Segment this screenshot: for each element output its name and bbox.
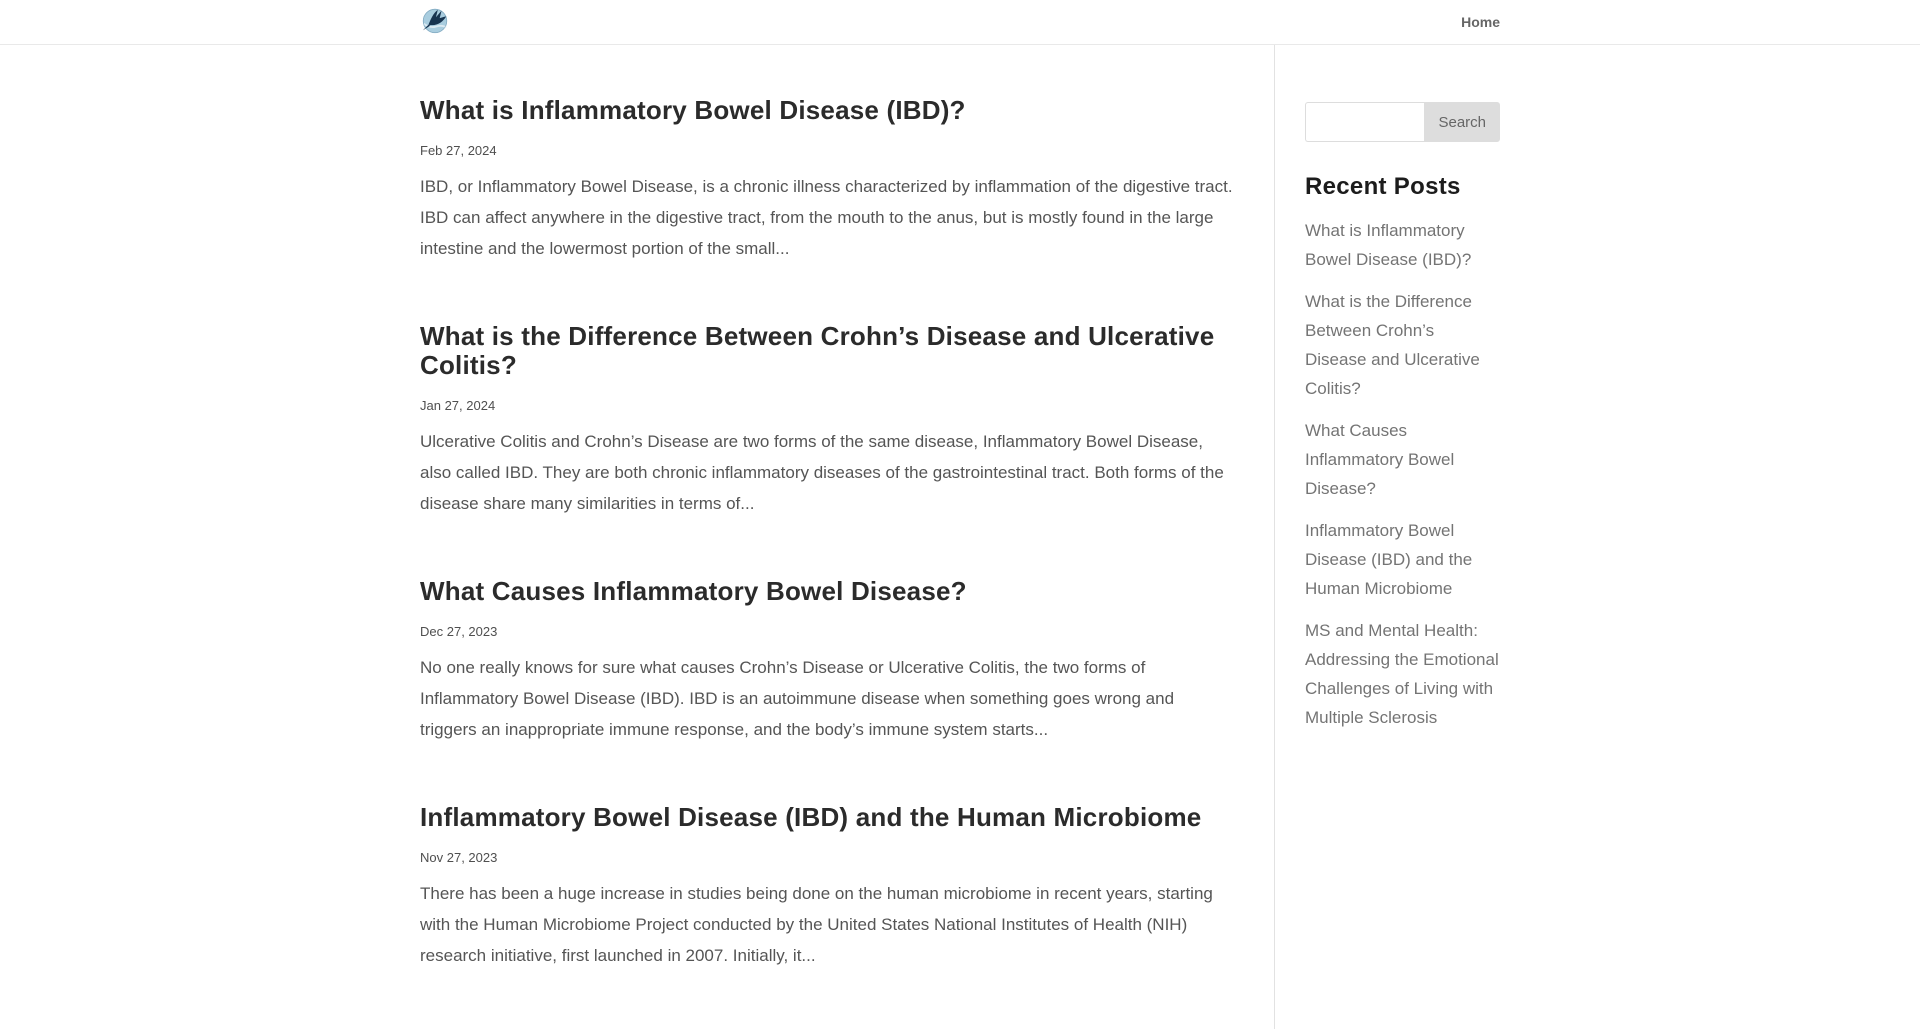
post-excerpt: Ulcerative Colitis and Crohn’s Disease are two forms of the same disease, Inflammatory Bowel Disease, also called IBD. They are both chronic inflammatory diseases of the gastrointestinal tract. Both forms of the disease share many similarities in terms of... [420, 432, 1224, 513]
recent-post-item [1305, 216, 1500, 274]
search-button[interactable]: Search [1424, 102, 1500, 142]
sidebar [1305, 45, 1500, 1029]
recent-post-item [1305, 616, 1500, 732]
post-date: Jan 27, 2024 [420, 398, 496, 413]
recent-post-link[interactable]: What Causes Inflammatory Bowel Disease? [1305, 421, 1455, 498]
recent-post-link[interactable]: What is the Difference Between Crohn’s Disease and Ulcerative Colitis? [1305, 292, 1480, 398]
post-excerpt: There has been a huge increase in studies being done on the human microbiome in recent years, starting with the Human Microbiome Project conducted by the United States National Institutes of Health (NIH) research initiative, first launched in 2007. Initially, it... [420, 884, 1213, 965]
post-excerpt: No one really knows for sure what causes Crohn’s Disease or Ulcerative Colitis, the two forms of Inflammatory Bowel Disease (IBD). IBD is an autoimmune disease when something goes wrong and triggers an inappropriate immune response, and the body’s immune system starts... [420, 658, 1175, 739]
post-article [420, 96, 1233, 264]
post-title-link[interactable]: Inflammatory Bowel Disease (IBD) and the Human Microbiome [420, 802, 1202, 832]
page-layout [420, 45, 1500, 1029]
main-nav [1461, 14, 1500, 30]
post-article [420, 322, 1233, 519]
search-form [1305, 102, 1500, 142]
site-header [0, 0, 1920, 45]
header-inner [420, 0, 1500, 44]
recent-post-link[interactable]: What is Inflammatory Bowel Disease (IBD)? [1305, 221, 1472, 269]
recent-post-item [1305, 416, 1500, 503]
recent-posts-heading: Recent Posts [1305, 173, 1461, 200]
post-date: Nov 27, 2023 [420, 850, 498, 865]
bird-logo-icon [420, 5, 450, 40]
post-article [420, 577, 1233, 745]
recent-post-link[interactable]: MS and Mental Health: Addressing the Emotional Challenges of Living with Multiple Sclerosis [1305, 621, 1499, 727]
post-excerpt: IBD, or Inflammatory Bowel Disease, is a chronic illness characterized by inflammation of the digestive tract. IBD can affect anywhere in the digestive tract, from the mouth to the anus, but is mostly found in the large intestine and the lowermost portion of the small... [420, 177, 1233, 258]
post-title-link[interactable]: What Causes Inflammatory Bowel Disease? [420, 576, 967, 606]
post-title-link[interactable]: What is the Difference Between Crohn’s Disease and Ulcerative Colitis? [420, 321, 1215, 380]
recent-post-item [1305, 516, 1500, 603]
post-date: Dec 27, 2023 [420, 624, 498, 639]
recent-post-link[interactable]: Inflammatory Bowel Disease (IBD) and the Human Microbiome [1305, 521, 1473, 598]
recent-post-item [1305, 287, 1500, 403]
site-logo-link[interactable] [420, 5, 450, 40]
post-title-link[interactable]: What is Inflammatory Bowel Disease (IBD)? [420, 95, 966, 125]
post-date: Feb 27, 2024 [420, 143, 497, 158]
recent-posts-list [1305, 216, 1500, 732]
blog-post-list [420, 45, 1275, 1029]
nav-item-home[interactable]: Home [1461, 14, 1500, 30]
search-input[interactable] [1305, 102, 1424, 142]
post-article [420, 803, 1233, 971]
